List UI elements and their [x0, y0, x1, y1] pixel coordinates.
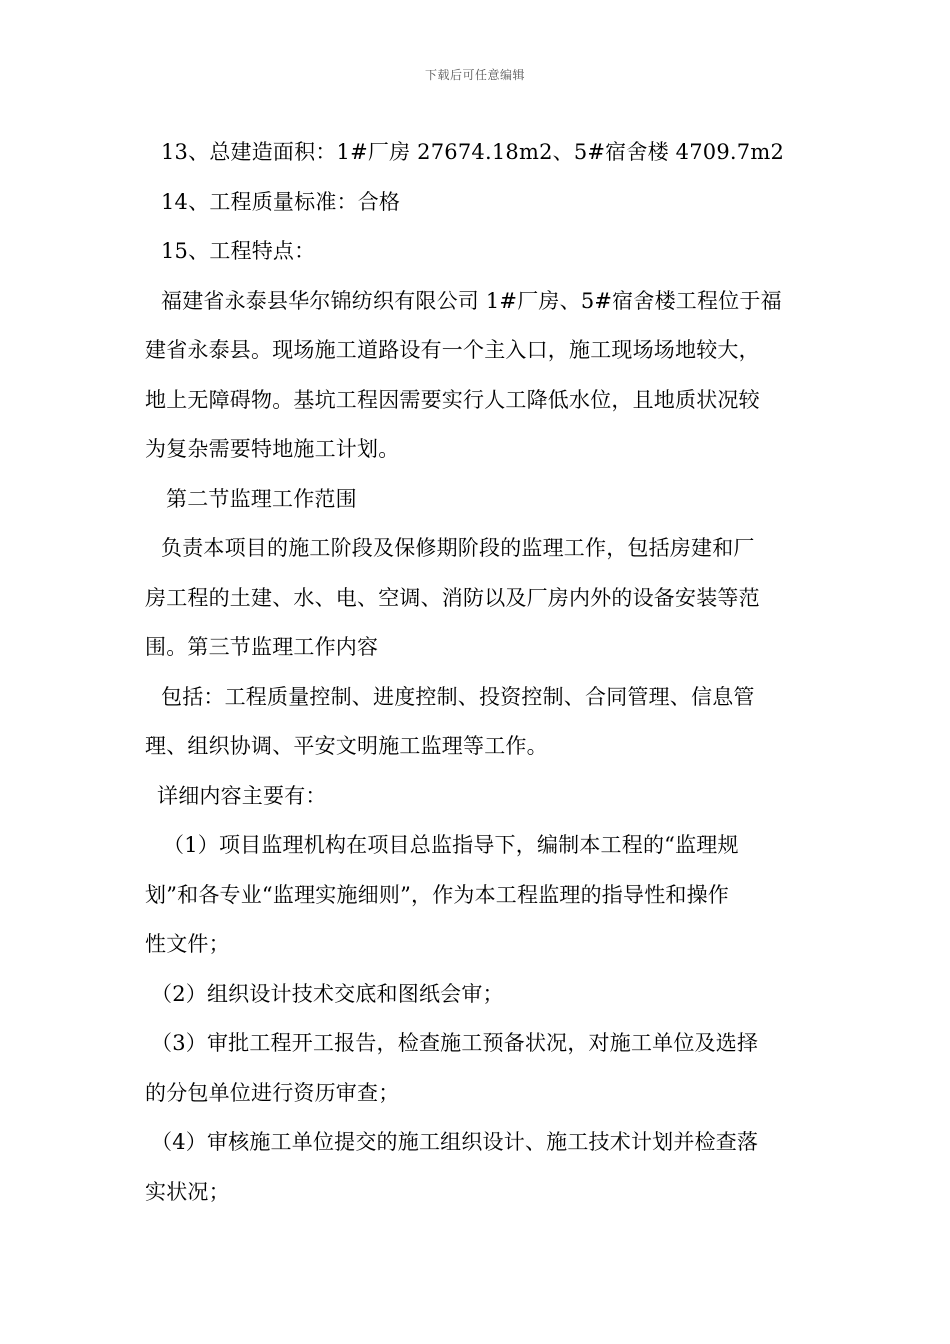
list-item: （3）审批工程开工报告，检查施工预备状况，对施工单位及选择: [151, 1031, 759, 1055]
text-line: 详细内容主要有：: [157, 783, 327, 808]
text-line: 划”和各专业“监理实施细则”，作为本工程监理的指导性和操作: [145, 882, 730, 907]
text-line: 性文件；: [145, 932, 230, 956]
text-line: 13、总建造面积：1#厂房 27674.18m2、5#宿舍楼 4709.7m2: [161, 140, 785, 164]
section-heading: 第二节监理工作范围: [166, 486, 357, 511]
list-item: （2）组织设计技术交底和图纸会审；: [151, 981, 504, 1006]
text-line: 建省永泰县。现场施工道路设有一个主入口，施工现场场地较大，: [145, 338, 760, 362]
text-line: 围。第三节监理工作内容: [145, 635, 379, 659]
text-line: 负责本项目的施工阶段及保修期阶段的监理工作，包括房建和厂: [161, 536, 755, 560]
text-line: 福建省永泰县华尔锦纺织有限公司 1#厂房、5#宿舍楼工程位于福: [161, 288, 782, 313]
text-line: 15、工程特点：: [161, 239, 316, 263]
text-line: 地上无障碍物。基坑工程因需要实行人工降低水位，且地质状况较: [145, 387, 760, 412]
text-line: 包括：工程质量控制、进度控制、投资控制、合同管理、信息管: [161, 684, 755, 709]
text-line: 为复杂需要特地施工计划。: [145, 437, 400, 461]
text-line: 房工程的土建、水、电、空调、消防以及厂房内外的设备安装等范: [145, 585, 760, 610]
text-line: 14、工程质量标准：合格: [161, 189, 401, 214]
document-body: [145, 128, 810, 1217]
text-line: 实状况；: [145, 1179, 230, 1204]
list-item: （1）项目监理机构在项目总监指导下，编制本工程的“监理规: [163, 833, 739, 857]
text-line: 理、组织协调、平安文明施工监理等工作。: [145, 734, 548, 758]
list-item: （4）审核施工单位提交的施工组织设计、施工技术计划并检查落: [151, 1130, 759, 1154]
header-note: 下载后可任意编辑: [424, 68, 525, 82]
text-line: 的分包单位进行资历审查；: [145, 1080, 400, 1105]
